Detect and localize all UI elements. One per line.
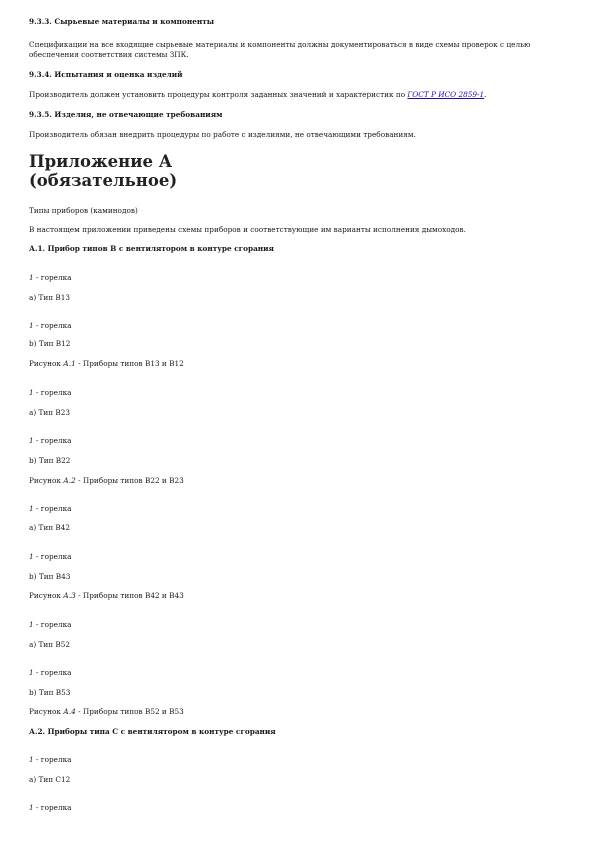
legend-item: 1 - горелка xyxy=(29,552,72,561)
figure-sublabel: b) Тип В53 xyxy=(29,688,71,697)
legend-item: 1 - горелка xyxy=(29,755,72,764)
body-text-end: . xyxy=(484,90,487,99)
section-body-9-3-4 xyxy=(29,90,569,100)
figure-sublabel: а) Тип В13 xyxy=(29,293,71,302)
figure-sublabel: b) Тип В22 xyxy=(29,456,71,465)
section-heading-a2: А.2. Приборы типа С с вентилятором в контуре сгорания xyxy=(29,727,276,736)
section-heading-9-3-5: 9.3.5. Изделия, не отвечающие требованиям xyxy=(29,110,223,119)
body-text: Производитель должен установить процедуры контроля заданных значений и характеристик по xyxy=(29,90,408,99)
figure-caption: Рисунок А.4 - Приборы типов В52 и В53 xyxy=(29,707,184,716)
figure-caption: Рисунок А.2 - Приборы типов В22 и В23 xyxy=(29,476,184,485)
section-body-9-3-3: Спецификации на все входящие сырьевые материалы и компоненты должны документироваться в виде схемы проверок с целью обеспечения соответствия системы ЗПК. xyxy=(29,40,531,59)
figure-sublabel: b) Тип В12 xyxy=(29,339,71,348)
appendix-title-line1: Приложение А xyxy=(29,152,173,171)
legend-item: 1 - горелка xyxy=(29,668,72,677)
legend-item: 1 - горелка xyxy=(29,273,72,282)
legend-item: 1 - горелка xyxy=(29,620,72,629)
legend-item: 1 - горелка xyxy=(29,388,72,397)
appendix-intro: В настоящем приложении приведены схемы приборов и соответствующие им варианты исполнения дымоходов. xyxy=(29,225,466,234)
figure-sublabel: а) Тип В42 xyxy=(29,523,71,532)
figure-sublabel: а) Тип В52 xyxy=(29,640,71,649)
section-heading-9-3-4: 9.3.4. Испытания и оценка изделий xyxy=(29,70,183,79)
appendix-title xyxy=(29,152,569,190)
figure-caption: Рисунок А.3 - Приборы типов В42 и В43 xyxy=(29,591,184,600)
gost-link[interactable]: ГОСТ Р ИСО 2859-1 xyxy=(407,90,485,99)
legend-item: 1 - горелка xyxy=(29,321,72,330)
figure-sublabel: b) Тип В43 xyxy=(29,572,71,581)
figure-sublabel: а) Тип В23 xyxy=(29,408,71,417)
figure-caption: Рисунок А.1 - Приборы типов В13 и В12 xyxy=(29,359,184,368)
legend-item: 1 - горелка xyxy=(29,803,72,812)
appendix-title-line2: (обязательное) xyxy=(29,171,178,190)
section-heading-a1: А.1. Прибор типов В с вентилятором в контуре сгорания xyxy=(29,244,274,253)
legend-item: 1 - горелка xyxy=(29,504,72,513)
section-body-9-3-5: Производитель обязан внедрить процедуры по работе с изделиями, не отвечающими требованиям. xyxy=(29,130,416,139)
legend-item: 1 - горелка xyxy=(29,436,72,445)
figure-sublabel: а) Тип С12 xyxy=(29,775,71,784)
section-heading-9-3-3: 9.3.3. Сырьевые материалы и компоненты xyxy=(29,17,215,26)
appendix-subtitle: Типы приборов (каминодов) xyxy=(29,206,138,215)
